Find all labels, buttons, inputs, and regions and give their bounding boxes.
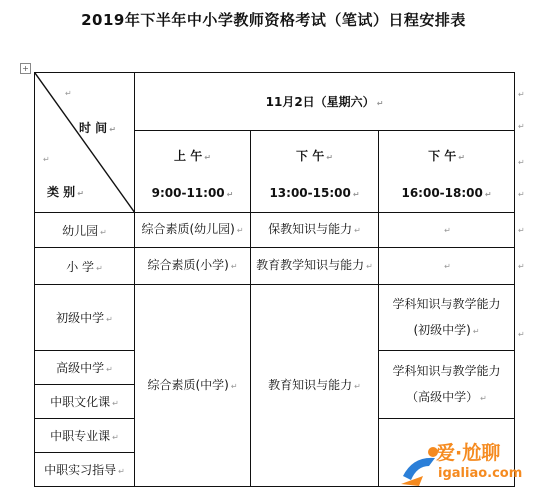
watermark-text: 爱·尬聊	[436, 442, 501, 464]
subject-cell: 保教知识与能力 ↵	[251, 213, 379, 248]
subject-cell: 综合素质(幼儿园) ↵	[135, 213, 251, 248]
page-title: 2019年下半年中小学教师资格考试（笔试）日程安排表	[81, 11, 466, 29]
period-header-afternoon-1: 下 午 ↵ 13:00-15:00 ↵	[251, 131, 379, 213]
subject-cell: 学科知识与教学能力 (初级中学) ↵	[379, 285, 515, 351]
category-cell: 小 学 ↵	[35, 248, 135, 285]
category-cell: 中职专业课 ↵	[35, 419, 135, 453]
corner-category-label: 类 别 ↵	[47, 185, 84, 199]
subject-cell: 教育教学知识与能力 ↵	[251, 248, 379, 285]
category-cell: 中职实习指导 ↵	[35, 453, 135, 487]
table-row	[35, 285, 515, 351]
subject-cell: 综合素质(小学) ↵	[135, 248, 251, 285]
date-header-cell: 11月2日（星期六） ↵	[135, 73, 515, 131]
period-header-afternoon-2: 下 午 ↵ 16:00-18:00 ↵	[379, 131, 515, 213]
table-row	[35, 213, 515, 248]
category-cell: 初级中学 ↵	[35, 285, 135, 351]
empty-cell: ↵	[379, 213, 515, 248]
corner-header-cell: ↵ 时 间 ↵ ↵ 类 别 ↵	[35, 73, 135, 213]
corner-time-label: 时 间 ↵	[79, 121, 116, 135]
period-header-morning: 上 午 ↵ 9:00-11:00 ↵	[135, 131, 251, 213]
category-cell: 高级中学 ↵	[35, 351, 135, 385]
subject-cell: 学科知识与教学能力 （高级中学） ↵	[379, 351, 515, 419]
category-cell: 中职文化课 ↵	[35, 385, 135, 419]
table-row	[35, 248, 515, 285]
empty-cell: ↵	[379, 248, 515, 285]
table-anchor-icon[interactable]: +	[20, 63, 31, 74]
watermark-url: igaliao.com	[438, 466, 523, 481]
schedule-table	[34, 72, 515, 487]
category-cell: 幼儿园 ↵	[35, 213, 135, 248]
subject-cell-merged: 教育知识与能力 ↵	[251, 285, 379, 487]
subject-cell-merged: 综合素质(中学) ↵	[135, 285, 251, 487]
